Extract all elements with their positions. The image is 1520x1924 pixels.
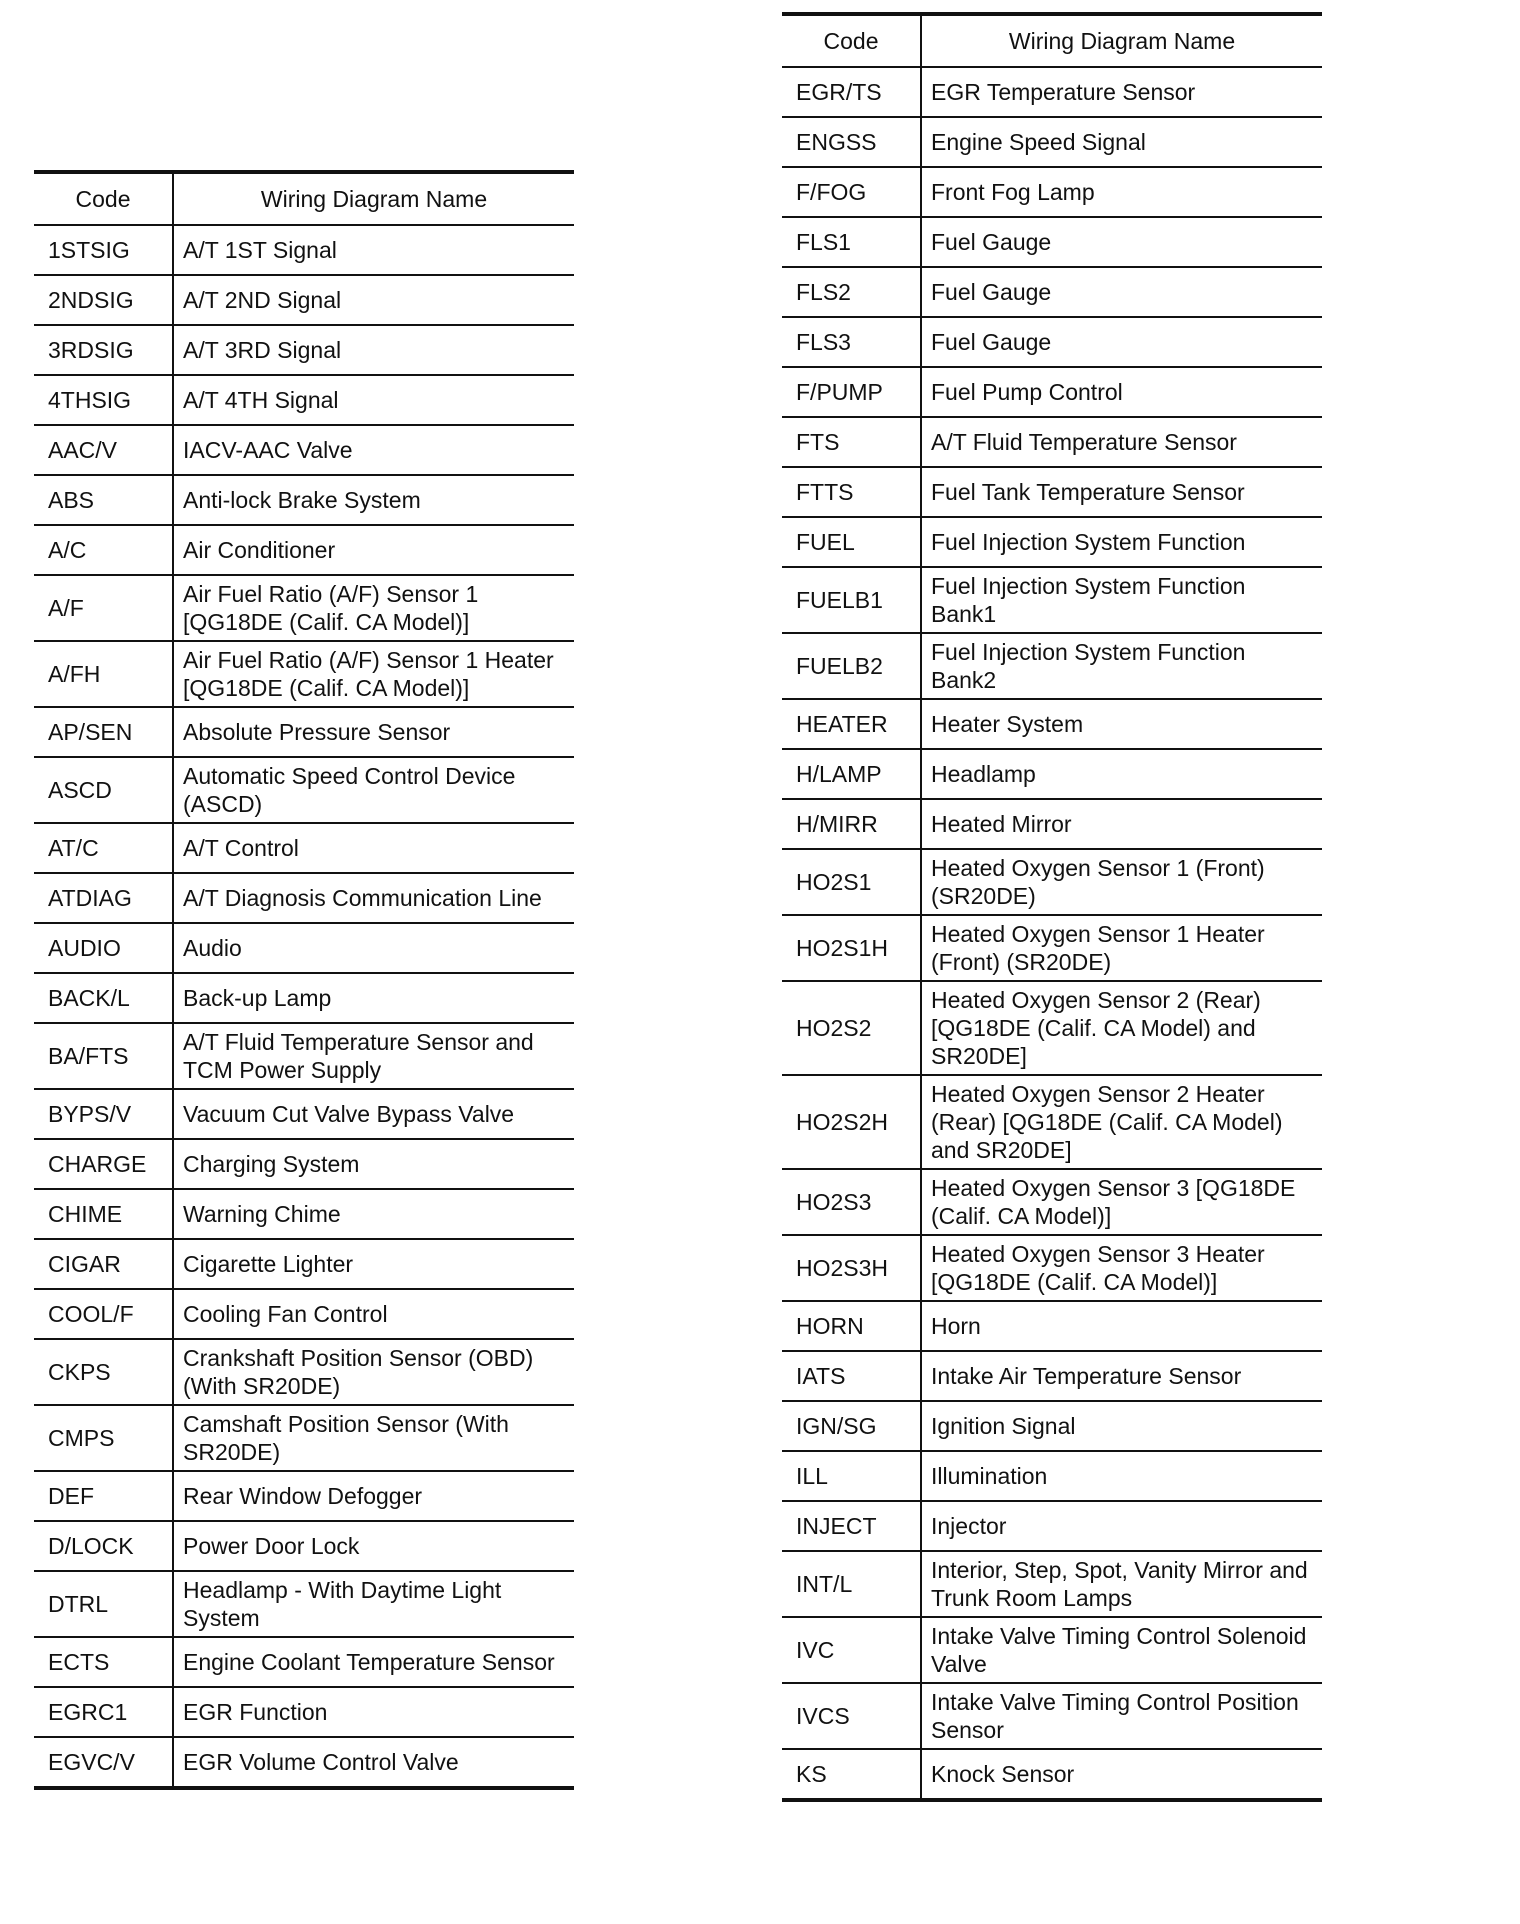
table-row [782,1351,1322,1401]
code-cell: ECTS [34,1637,173,1687]
code-cell: HO2S1 [782,849,921,915]
table-row [34,923,574,973]
wiring-diagram-name-cell: Fuel Injection System Function Bank2 [921,633,1322,699]
table-row [34,1339,574,1405]
wiring-diagram-name-cell: Cigarette Lighter [173,1239,574,1289]
table-row [34,525,574,575]
code-cell: FTTS [782,467,921,517]
table-row [782,1617,1322,1683]
code-cell: H/MIRR [782,799,921,849]
table-row [34,275,574,325]
table-row [782,367,1322,417]
wiring-diagram-name-cell: Air Fuel Ratio (A/F) Sensor 1 Heater [QG18DE (Calif. CA Model)] [173,641,574,707]
code-cell: CHIME [34,1189,173,1239]
table-row [34,1737,574,1788]
wiring-diagram-name-cell: Back-up Lamp [173,973,574,1023]
code-cell: EGR/TS [782,67,921,117]
table-row [34,1405,574,1471]
name-column-header: Wiring Diagram Name [921,14,1322,67]
wiring-diagram-name-cell: Heated Oxygen Sensor 3 Heater [QG18DE (Calif. CA Model)] [921,1235,1322,1301]
wiring-diagram-name-cell: Rear Window Defogger [173,1471,574,1521]
wiring-diagram-name-cell: Ignition Signal [921,1401,1322,1451]
wiring-diagram-name-cell: Power Door Lock [173,1521,574,1571]
wiring-diagram-name-cell: A/T 4TH Signal [173,375,574,425]
table-row [782,217,1322,267]
wiring-diagram-name-cell: Heated Oxygen Sensor 1 (Front) (SR20DE) [921,849,1322,915]
wiring-diagram-name-cell: Fuel Tank Temperature Sensor [921,467,1322,517]
wiring-diagram-name-cell: A/T Control [173,823,574,873]
wiring-diagram-name-cell: Air Fuel Ratio (A/F) Sensor 1 [QG18DE (Calif. CA Model)] [173,575,574,641]
code-cell: FTS [782,417,921,467]
table-row [782,467,1322,517]
code-cell: INT/L [782,1551,921,1617]
table-row [34,1023,574,1089]
code-cell: IATS [782,1351,921,1401]
wiring-diagram-name-cell: Warning Chime [173,1189,574,1239]
table-row [782,699,1322,749]
code-cell: 2NDSIG [34,275,173,325]
table-header-row [34,172,574,225]
table-row [34,1471,574,1521]
wiring-diagram-name-cell: Interior, Step, Spot, Vanity Mirror and Trunk Room Lamps [921,1551,1322,1617]
code-cell: CHARGE [34,1139,173,1189]
code-cell: A/FH [34,641,173,707]
table-row [34,1687,574,1737]
code-cell: FLS2 [782,267,921,317]
wiring-diagram-name-cell: Injector [921,1501,1322,1551]
code-cell: FLS1 [782,217,921,267]
wiring-diagram-name-cell: Heated Oxygen Sensor 1 Heater (Front) (SR20DE) [921,915,1322,981]
code-cell: IVC [782,1617,921,1683]
table-row [34,707,574,757]
code-cell: AP/SEN [34,707,173,757]
table-row [782,317,1322,367]
code-cell: 4THSIG [34,375,173,425]
wiring-diagram-name-cell: Heated Oxygen Sensor 2 Heater (Rear) [QG18DE (Calif. CA Model) and SR20DE] [921,1075,1322,1169]
wiring-diagram-name-cell: Intake Air Temperature Sensor [921,1351,1322,1401]
code-cell: FLS3 [782,317,921,367]
wiring-diagram-name-cell: Audio [173,923,574,973]
wiring-diagram-name-cell: Camshaft Position Sensor (With SR20DE) [173,1405,574,1471]
table-row [34,757,574,823]
wiring-diagram-name-cell: Absolute Pressure Sensor [173,707,574,757]
table-row [782,799,1322,849]
table-row [34,823,574,873]
wiring-diagram-name-cell: Heated Mirror [921,799,1322,849]
table-row [34,873,574,923]
right-code-table [782,12,1322,1802]
code-cell: 3RDSIG [34,325,173,375]
table-row [34,1089,574,1139]
wiring-diagram-name-cell: A/T 3RD Signal [173,325,574,375]
wiring-diagram-name-cell: Fuel Gauge [921,217,1322,267]
code-cell: IGN/SG [782,1401,921,1451]
table-row [34,475,574,525]
table-row [34,973,574,1023]
code-cell: CKPS [34,1339,173,1405]
wiring-diagram-name-cell: A/T Diagnosis Communication Line [173,873,574,923]
code-cell: DTRL [34,1571,173,1637]
table-row [782,1301,1322,1351]
wiring-diagram-name-cell: Headlamp [921,749,1322,799]
table-row [782,1169,1322,1235]
wiring-diagram-name-cell: Fuel Injection System Function Bank1 [921,567,1322,633]
table-row [34,641,574,707]
table-row [34,1289,574,1339]
code-cell: A/F [34,575,173,641]
wiring-diagram-name-cell: Fuel Injection System Function [921,517,1322,567]
code-cell: ATDIAG [34,873,173,923]
code-cell: ASCD [34,757,173,823]
code-cell: D/LOCK [34,1521,173,1571]
wiring-diagram-name-cell: Engine Coolant Temperature Sensor [173,1637,574,1687]
code-cell: F/FOG [782,167,921,217]
code-cell: EGRC1 [34,1687,173,1737]
code-cell: FUELB2 [782,633,921,699]
code-cell: CIGAR [34,1239,173,1289]
code-cell: FUELB1 [782,567,921,633]
table-row [782,981,1322,1075]
code-cell: HO2S2 [782,981,921,1075]
code-cell: A/C [34,525,173,575]
table-row [782,267,1322,317]
table-row [782,567,1322,633]
table-row [34,575,574,641]
table-row [782,167,1322,217]
wiring-diagram-name-cell: EGR Function [173,1687,574,1737]
wiring-diagram-name-cell: EGR Volume Control Valve [173,1737,574,1788]
table-row [782,1749,1322,1800]
code-cell: CMPS [34,1405,173,1471]
table-row [34,225,574,275]
code-cell: HO2S1H [782,915,921,981]
wiring-diagram-name-cell: Front Fog Lamp [921,167,1322,217]
table-row [782,749,1322,799]
wiring-diagram-name-cell: Headlamp - With Daytime Light System [173,1571,574,1637]
code-cell: FUEL [782,517,921,567]
wiring-diagram-name-cell: Intake Valve Timing Control Solenoid Valve [921,1617,1322,1683]
table-row [34,1189,574,1239]
code-cell: AUDIO [34,923,173,973]
code-cell: 1STSIG [34,225,173,275]
wiring-diagram-name-cell: Crankshaft Position Sensor (OBD) (With SR20DE) [173,1339,574,1405]
table-row [782,1235,1322,1301]
table-row [34,325,574,375]
table-row [782,67,1322,117]
code-column-header: Code [34,172,173,225]
code-cell: IVCS [782,1683,921,1749]
table-row [782,1451,1322,1501]
code-cell: BA/FTS [34,1023,173,1089]
code-cell: HO2S3H [782,1235,921,1301]
wiring-diagram-name-cell: Cooling Fan Control [173,1289,574,1339]
wiring-diagram-name-cell: Fuel Gauge [921,267,1322,317]
wiring-diagram-name-cell: Fuel Pump Control [921,367,1322,417]
code-cell: ILL [782,1451,921,1501]
table-row [782,517,1322,567]
left-code-table [34,170,574,1790]
code-cell: HEATER [782,699,921,749]
code-cell: AT/C [34,823,173,873]
code-cell: COOL/F [34,1289,173,1339]
code-cell: INJECT [782,1501,921,1551]
table-row [782,117,1322,167]
code-cell: AAC/V [34,425,173,475]
wiring-diagram-name-cell: A/T Fluid Temperature Sensor and TCM Power Supply [173,1023,574,1089]
wiring-diagram-name-cell: IACV-AAC Valve [173,425,574,475]
wiring-diagram-name-cell: A/T Fluid Temperature Sensor [921,417,1322,467]
table-row [34,425,574,475]
code-cell: EGVC/V [34,1737,173,1788]
code-cell: KS [782,1749,921,1800]
name-column-header: Wiring Diagram Name [173,172,574,225]
wiring-diagram-name-cell: Intake Valve Timing Control Position Sensor [921,1683,1322,1749]
table-header-row [782,14,1322,67]
code-cell: H/LAMP [782,749,921,799]
table-row [782,1075,1322,1169]
wiring-diagram-name-cell: Horn [921,1301,1322,1351]
table-row [782,1551,1322,1617]
code-column-header: Code [782,14,921,67]
wiring-diagram-name-cell: Fuel Gauge [921,317,1322,367]
wiring-diagram-name-cell: Illumination [921,1451,1322,1501]
code-cell: BYPS/V [34,1089,173,1139]
table-row [782,1683,1322,1749]
table-row [34,1637,574,1687]
code-cell: BACK/L [34,973,173,1023]
table-row [34,375,574,425]
wiring-diagram-name-cell: Vacuum Cut Valve Bypass Valve [173,1089,574,1139]
table-row [782,915,1322,981]
wiring-diagram-name-cell: Knock Sensor [921,1749,1322,1800]
table-row [782,633,1322,699]
table-row [34,1139,574,1189]
wiring-diagram-name-cell: Anti-lock Brake System [173,475,574,525]
code-cell: HO2S2H [782,1075,921,1169]
wiring-diagram-name-cell: Heated Oxygen Sensor 3 [QG18DE (Calif. CA Model)] [921,1169,1322,1235]
code-cell: HORN [782,1301,921,1351]
wiring-diagram-name-cell: Charging System [173,1139,574,1189]
code-cell: ENGSS [782,117,921,167]
code-cell: F/PUMP [782,367,921,417]
code-cell: HO2S3 [782,1169,921,1235]
table-row [34,1239,574,1289]
table-row [782,1401,1322,1451]
wiring-diagram-name-cell: Engine Speed Signal [921,117,1322,167]
wiring-diagram-name-cell: A/T 2ND Signal [173,275,574,325]
table-row [34,1571,574,1637]
table-row [782,1501,1322,1551]
code-cell: ABS [34,475,173,525]
table-row [34,1521,574,1571]
wiring-diagram-name-cell: Heater System [921,699,1322,749]
table-row [782,849,1322,915]
wiring-diagram-name-cell: EGR Temperature Sensor [921,67,1322,117]
code-cell: DEF [34,1471,173,1521]
wiring-diagram-name-cell: A/T 1ST Signal [173,225,574,275]
wiring-diagram-name-cell: Automatic Speed Control Device (ASCD) [173,757,574,823]
wiring-diagram-name-cell: Air Conditioner [173,525,574,575]
table-row [782,417,1322,467]
wiring-diagram-name-cell: Heated Oxygen Sensor 2 (Rear) [QG18DE (Calif. CA Model) and SR20DE] [921,981,1322,1075]
